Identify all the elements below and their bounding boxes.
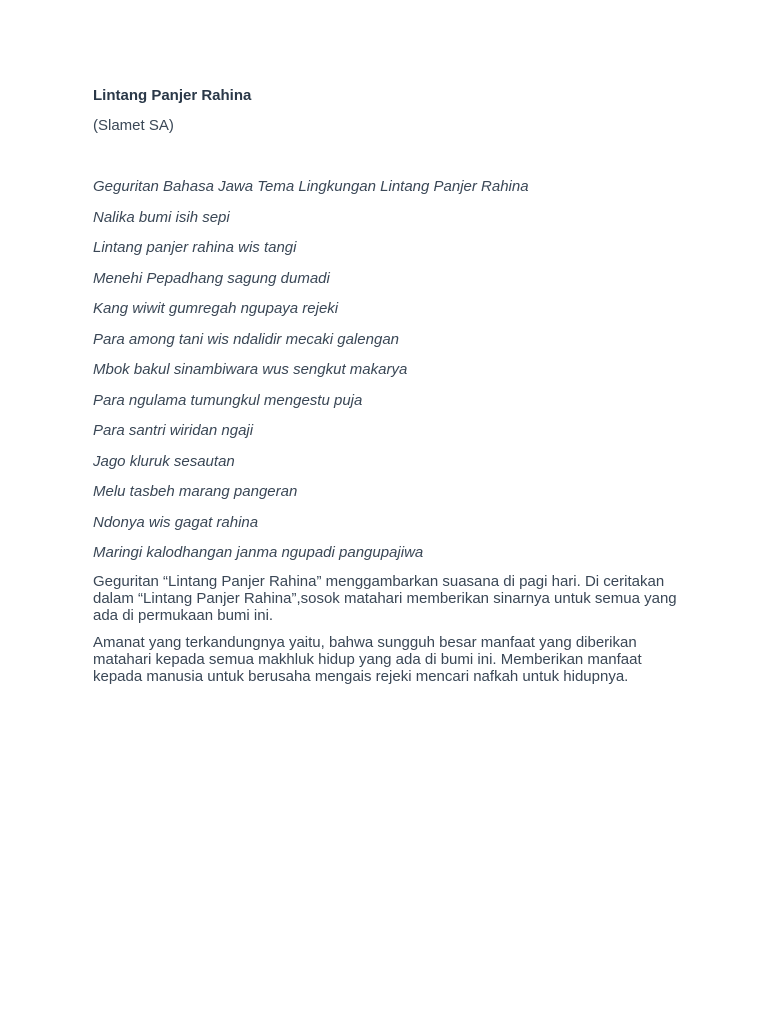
poem-line: Nalika bumi isih sepi: [93, 208, 230, 226]
message-paragraph: Amanat yang terkandungnya yaitu, bahwa sungguh besar manfaat yang diberikan matahari kepada semua makhluk hidup yang ada di bumi ini. Memberikan manfaat kepada manusia untuk berusaha mengais rejeki mencari nafkah untuk hidupnya.: [93, 633, 642, 685]
poem-line: Mbok bakul sinambiwara wus sengkut makarya: [93, 361, 408, 378]
poem-line: Para ngulama tumungkul mengestu puja: [93, 391, 363, 409]
poem-line: Geguritan Bahasa Jawa Tema Lingkungan Lintang Panjer Rahina: [93, 178, 529, 195]
poem-line: Lintang panjer rahina wis tangi: [93, 239, 297, 256]
poem: [93, 178, 683, 562]
poem-line: Melu tasbeh marang pangeran: [93, 483, 298, 500]
document-page: [93, 87, 683, 695]
poem-line: Kang wiwit gumregah ngupaya rejeki: [93, 300, 339, 317]
summary-paragraph: Geguritan “Lintang Panjer Rahina” menggambarkan suasana di pagi hari. Di ceritakan dalam “Lintang Panjer Rahina”,sosok matahari memberikan sinarnya untuk semua yang ada di permukaan bumi ini.: [93, 572, 677, 624]
poem-line: Maringi kalodhangan janma ngupadi pangupajiwa: [93, 544, 424, 561]
document-author: (Slamet SA): [93, 117, 174, 134]
poem-line: Menehi Pepadhang sagung dumadi: [93, 269, 330, 287]
poem-line: Para among tani wis ndalidir mecaki galengan: [93, 330, 400, 348]
poem-line: Ndonya wis gagat rahina: [93, 513, 259, 531]
poem-line: Para santri wiridan ngaji: [93, 422, 254, 439]
poem-line: Jago kluruk sesautan: [93, 452, 235, 470]
document-title: Lintang Panjer Rahina: [93, 87, 252, 104]
